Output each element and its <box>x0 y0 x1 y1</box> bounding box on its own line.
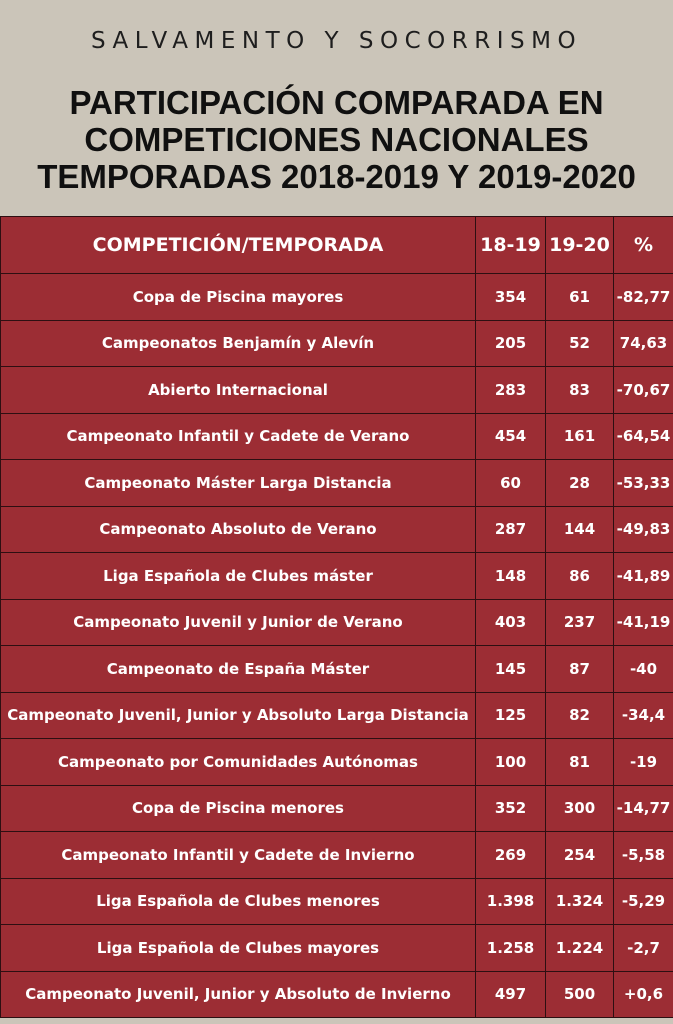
percent-change-cell: -19 <box>614 739 673 786</box>
percent-change-cell: -41,89 <box>614 553 673 600</box>
table-row <box>1 553 673 600</box>
season-1819-cell: 60 <box>476 460 546 507</box>
title-line: COMPETICIONES NACIONALES <box>84 121 589 158</box>
season-1819-cell: 145 <box>476 646 546 693</box>
percent-change-cell: -14,77 <box>614 785 673 832</box>
season-1920-cell: 144 <box>546 506 614 553</box>
season-1920-cell: 237 <box>546 599 614 646</box>
column-header-competition: COMPETICIÓN/TEMPORADA <box>1 217 476 274</box>
percent-change-cell: -2,7 <box>614 925 673 972</box>
percent-change-cell: -49,83 <box>614 506 673 553</box>
table-row <box>1 925 673 972</box>
season-1920-cell: 82 <box>546 692 614 739</box>
season-1819-cell: 125 <box>476 692 546 739</box>
season-1819-cell: 269 <box>476 832 546 879</box>
percent-change-cell: -41,19 <box>614 599 673 646</box>
season-1819-cell: 1.398 <box>476 878 546 925</box>
percent-change-cell: -82,77 <box>614 274 673 321</box>
season-1819-cell: 100 <box>476 739 546 786</box>
table-row <box>1 692 673 739</box>
competition-cell: Campeonato de España Máster <box>1 646 476 693</box>
table-row <box>1 878 673 925</box>
season-1920-cell: 254 <box>546 832 614 879</box>
table-row <box>1 739 673 786</box>
season-1819-cell: 497 <box>476 971 546 1018</box>
percent-change-cell: -70,67 <box>614 367 673 414</box>
season-1819-cell: 403 <box>476 599 546 646</box>
season-1920-cell: 81 <box>546 739 614 786</box>
season-1920-cell: 86 <box>546 553 614 600</box>
season-1819-cell: 352 <box>476 785 546 832</box>
competition-cell: Abierto Internacional <box>1 367 476 414</box>
competition-cell: Campeonatos Benjamín y Alevín <box>1 320 476 367</box>
table-row <box>1 274 673 321</box>
competition-cell: Copa de Piscina menores <box>1 785 476 832</box>
column-header-season-1920: 19-20 <box>546 217 614 274</box>
table-row <box>1 599 673 646</box>
season-1819-cell: 287 <box>476 506 546 553</box>
percent-change-cell: -34,4 <box>614 692 673 739</box>
competition-cell: Campeonato Absoluto de Verano <box>1 506 476 553</box>
table-body <box>1 274 673 1018</box>
supertitle: SALVAMENTO Y SOCORRISMO <box>90 28 583 54</box>
competition-cell: Campeonato Juvenil y Junior de Verano <box>1 599 476 646</box>
table-row <box>1 367 673 414</box>
season-1920-cell: 83 <box>546 367 614 414</box>
table-row <box>1 785 673 832</box>
title-line: PARTICIPACIÓN COMPARADA EN <box>69 84 604 121</box>
table-row <box>1 971 673 1018</box>
competition-cell: Campeonato por Comunidades Autónomas <box>1 739 476 786</box>
season-1920-cell: 161 <box>546 413 614 460</box>
percent-change-cell: -53,33 <box>614 460 673 507</box>
percent-change-cell: 74,63 <box>614 320 673 367</box>
table-row <box>1 413 673 460</box>
season-1920-cell: 87 <box>546 646 614 693</box>
competition-cell: Campeonato Infantil y Cadete de Invierno <box>1 832 476 879</box>
competition-cell: Liga Española de Clubes menores <box>1 878 476 925</box>
season-1819-cell: 148 <box>476 553 546 600</box>
competition-cell: Campeonato Juvenil, Junior y Absoluto Larga Distancia <box>1 692 476 739</box>
percent-change-cell: -40 <box>614 646 673 693</box>
competition-cell: Liga Española de Clubes mayores <box>1 925 476 972</box>
season-1920-cell: 500 <box>546 971 614 1018</box>
competition-cell: Liga Española de Clubes máster <box>1 553 476 600</box>
page-title <box>0 84 673 195</box>
season-1920-cell: 1.324 <box>546 878 614 925</box>
season-1819-cell: 354 <box>476 274 546 321</box>
percent-change-cell: -5,58 <box>614 832 673 879</box>
column-header-percent: % <box>614 217 673 274</box>
season-1819-cell: 454 <box>476 413 546 460</box>
season-1920-cell: 1.224 <box>546 925 614 972</box>
participation-table <box>0 216 673 1018</box>
table-row <box>1 646 673 693</box>
competition-cell: Campeonato Infantil y Cadete de Verano <box>1 413 476 460</box>
percent-change-cell: +0,6 <box>614 971 673 1018</box>
season-1920-cell: 52 <box>546 320 614 367</box>
title-line: TEMPORADAS 2018-2019 Y 2019-2020 <box>37 158 636 195</box>
percent-change-cell: -64,54 <box>614 413 673 460</box>
competition-cell: Campeonato Máster Larga Distancia <box>1 460 476 507</box>
competition-cell: Copa de Piscina mayores <box>1 274 476 321</box>
column-header-season-1819: 18-19 <box>476 217 546 274</box>
table-header-row <box>1 217 673 274</box>
season-1819-cell: 1.258 <box>476 925 546 972</box>
percent-change-cell: -5,29 <box>614 878 673 925</box>
table-row <box>1 320 673 367</box>
table-row <box>1 832 673 879</box>
season-1920-cell: 28 <box>546 460 614 507</box>
season-1920-cell: 61 <box>546 274 614 321</box>
season-1920-cell: 300 <box>546 785 614 832</box>
season-1819-cell: 205 <box>476 320 546 367</box>
season-1819-cell: 283 <box>476 367 546 414</box>
table-row <box>1 506 673 553</box>
competition-cell: Campeonato Juvenil, Junior y Absoluto de Invierno <box>1 971 476 1018</box>
bottom-strip <box>0 1018 673 1024</box>
table-row <box>1 460 673 507</box>
